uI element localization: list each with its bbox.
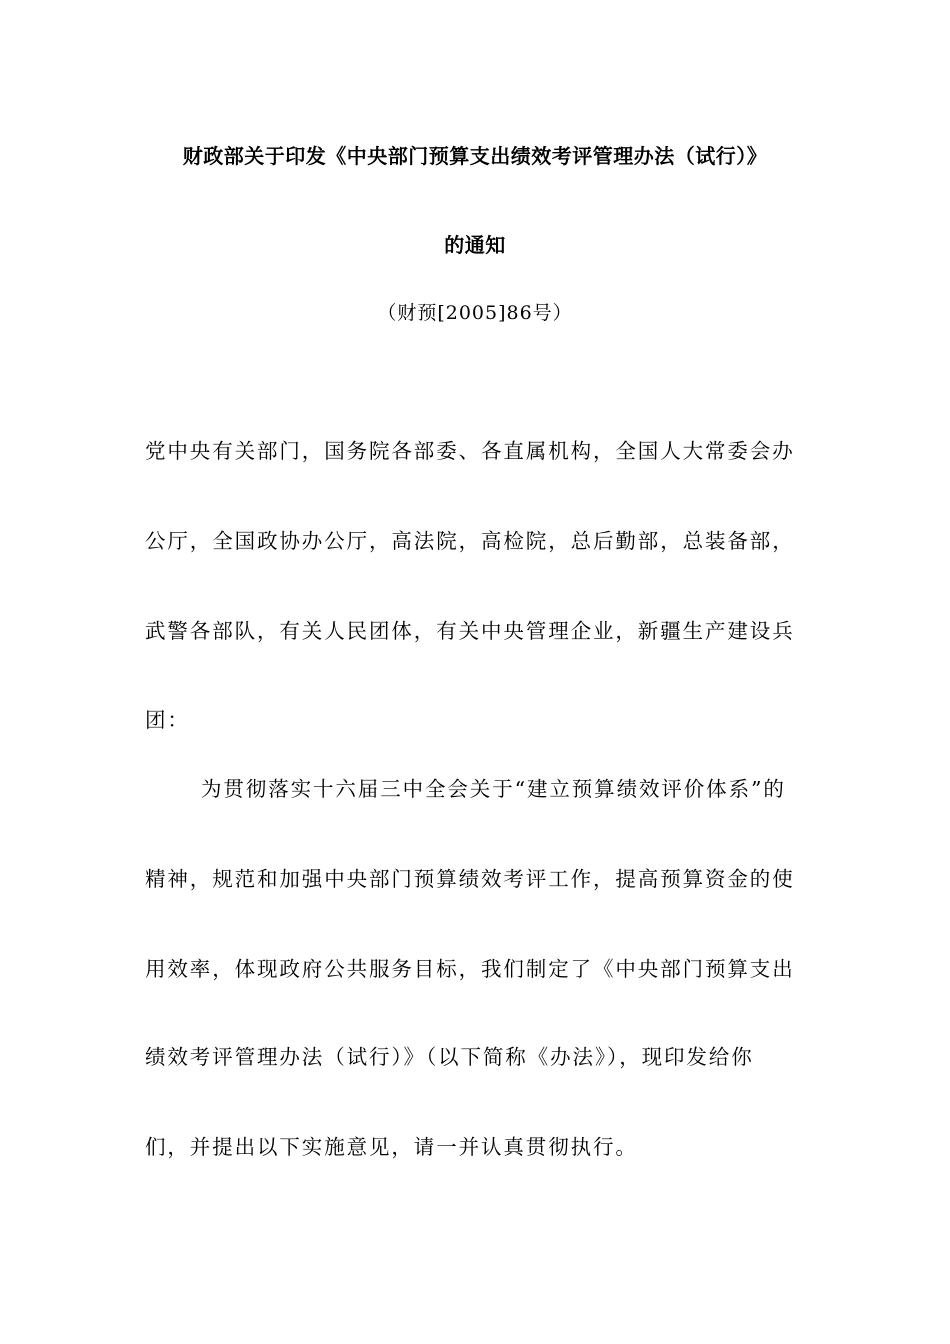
addressee-line-4: 团：: [145, 708, 190, 732]
body-line-2: 精神，规范和加强中央部门预算绩效考评工作，提高预算资金的使: [145, 867, 795, 891]
addressee-line-3: 武警各部队，有关人民团体，有关中央管理企业，新疆生产建设兵: [145, 619, 795, 643]
body-line-5: 们，并提出以下实施意见，请一并认真贯彻执行。: [145, 1135, 638, 1159]
body-line-4: 绩效考评管理办法（试行）》（以下简称《办法》），现印发给你: [145, 1045, 754, 1069]
addressee-line-2: 公厅，全国政协办公厅，高法院，高检院，总后勤部，总装备部，: [145, 529, 795, 553]
document-number: （财预[2005]86号）: [377, 302, 573, 324]
body-line-1: 为贯彻落实十六届三中全会关于“建立预算绩效评价体系”的: [201, 777, 786, 801]
body-line-3: 用效率，体现政府公共服务目标，我们制定了《中央部门预算支出: [145, 957, 795, 981]
addressee-line-1: 党中央有关部门，国务院各部委、各直属机构，全国人大常委会办: [145, 439, 795, 463]
document-title-line-2: 的通知: [444, 233, 506, 257]
document-title-line-1: 财政部关于印发《中央部门预算支出绩效考评管理办法（试行）》: [182, 144, 768, 168]
